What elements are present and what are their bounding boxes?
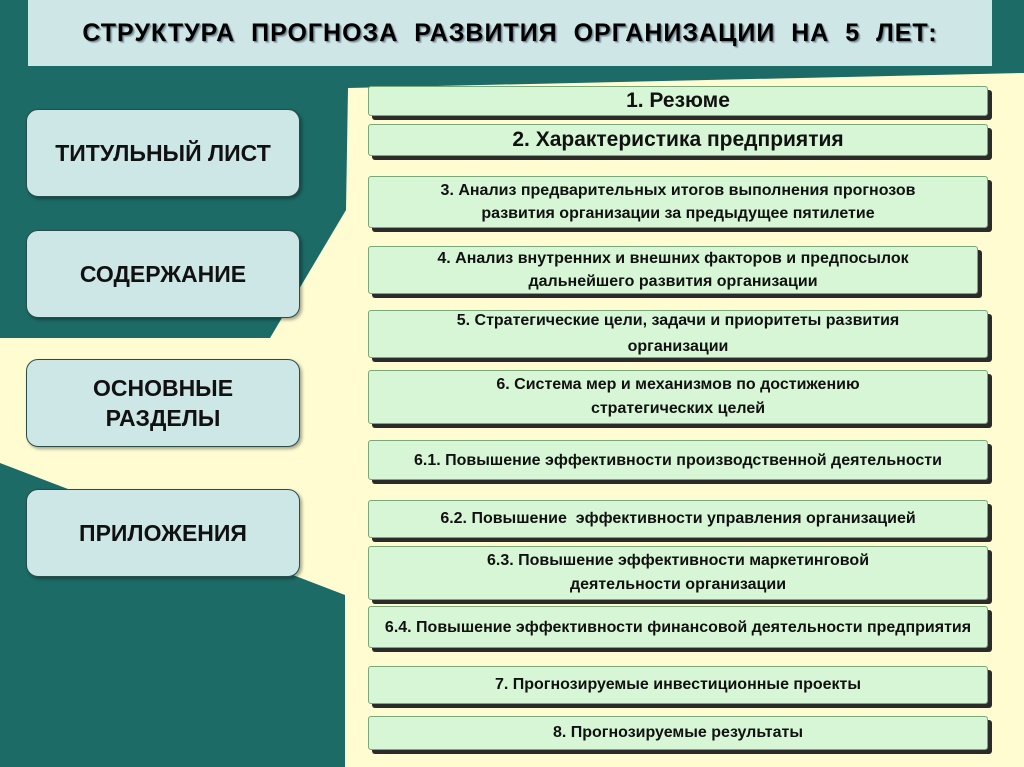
- section-1: [368, 86, 988, 116]
- section-label: 6.1. Повышение эффективности производственной деятельности: [414, 451, 942, 469]
- page-title: СТРУКТУРА ПРОГНОЗА РАЗВИТИЯ ОРГАНИЗАЦИИ НА 5 ЛЕТ:: [28, 0, 992, 66]
- box-label: ПРИЛОЖЕНИЯ: [79, 520, 247, 546]
- section-5: [368, 310, 988, 358]
- section-6-3: [368, 546, 988, 600]
- section-label: 6.4. Повышение эффективности финансовой деятельности предприятия: [384, 618, 972, 636]
- box-contents: [26, 230, 300, 318]
- section-label: 2. Характеристика предприятия: [512, 128, 844, 151]
- section-6-4: [368, 606, 988, 648]
- section-label: 4. Анализ внутренних и внешних факторов и предпосылок дальнейшего развития организации: [437, 250, 909, 290]
- section-2: [368, 124, 988, 156]
- section-label: 5. Стратегические цели, задачи и приоритеты развития организации: [456, 312, 900, 355]
- section-8: [368, 716, 988, 750]
- section-4: [368, 246, 978, 294]
- box-label: ОСНОВНЫЕ РАЗДЕЛЫ: [92, 375, 234, 431]
- box-label: СОДЕРЖАНИЕ: [79, 261, 247, 287]
- box-main-sections: [26, 359, 300, 447]
- section-label: 8. Прогнозируемые результаты: [552, 724, 804, 741]
- section-label: 6.3. Повышение эффективности маркетинговой деятельности организации: [486, 552, 870, 593]
- section-3: [368, 176, 988, 228]
- section-label: 6. Система мер и механизмов по достижению стратегических целей: [496, 376, 860, 417]
- section-6-1: [368, 440, 988, 480]
- section-label: 7. Прогнозируемые инвестиционные проекты: [494, 676, 862, 693]
- box-label: ТИТУЛЬНЫЙ ЛИСТ: [55, 140, 271, 166]
- box-title-page: [26, 109, 300, 197]
- section-7: [368, 666, 988, 704]
- section-6-2: [368, 500, 988, 538]
- box-appendices: [26, 489, 300, 577]
- section-label: 6.2. Повышение эффективности управления организацией: [440, 510, 916, 527]
- section-label: 3. Анализ предварительных итогов выполнения прогнозов развития организации за предыдущее пятилетие: [440, 182, 916, 222]
- section-6: [368, 370, 988, 424]
- section-label: 1. Резюме: [626, 89, 730, 112]
